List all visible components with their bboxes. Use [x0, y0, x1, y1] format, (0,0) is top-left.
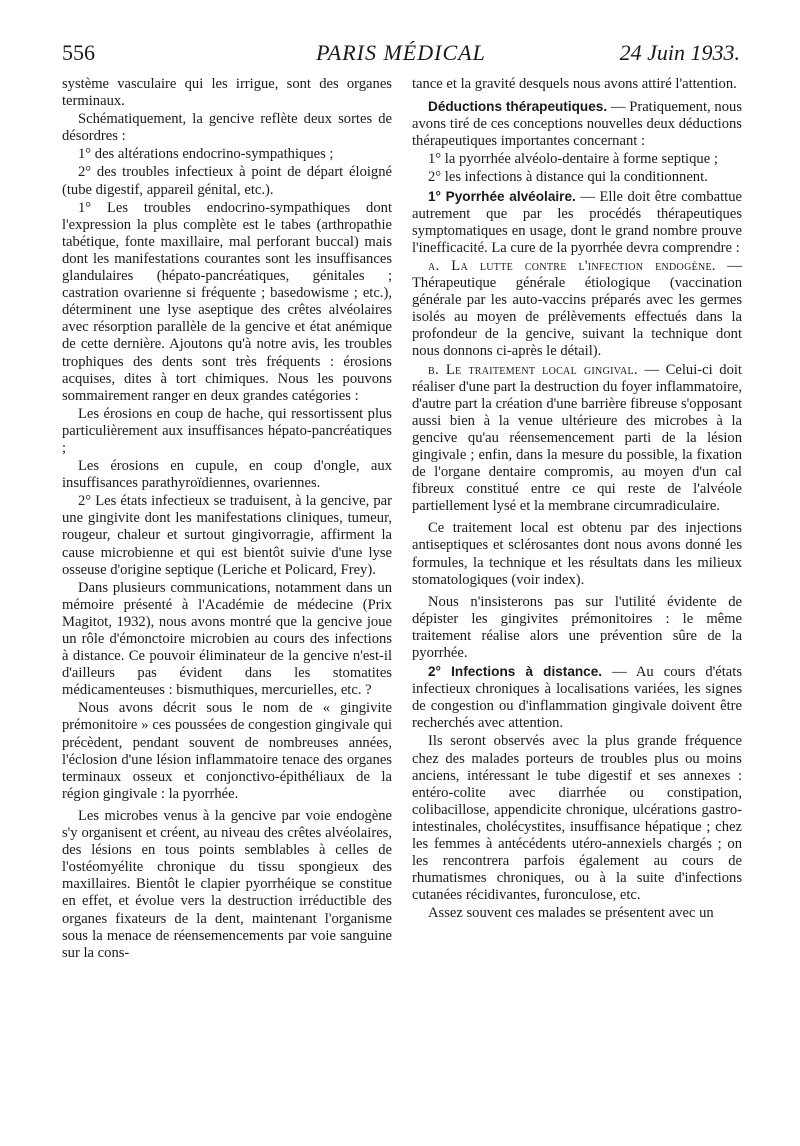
subsection-label: a. La lutte contre l'infection endogène.	[428, 257, 716, 274]
paragraph: Assez souvent ces malades se présentent avec un	[428, 905, 714, 922]
section-heading: 1° Pyorrhée alvéolaire.	[428, 188, 576, 204]
paragraph: Ce traitement local est obtenu par des injections antiseptiques et sclérosantes dont nous avons donné les formules, la technique et les résultats dans les milieux stomatologiques (voir index).	[412, 520, 742, 588]
subsection-paragraph	[412, 258, 742, 361]
paragraph: Schématiquement, la gencive reflète deux sortes de désordres :	[62, 111, 392, 145]
section-heading: 2° Infections à distance.	[428, 664, 603, 680]
section-paragraph	[412, 663, 742, 732]
left-column	[62, 76, 392, 963]
paragraph-text: — Thérapeutique générale étiologique (vaccination générale par les auto-vaccins préparés avec les germes isolés au moyen de prélèvements effectués dans la profondeur de la gencive, suivant la technique dont nous donnons ci-après le détail).	[412, 257, 742, 360]
paragraph: tance et la gravité desquels nous avons attiré l'attention.	[412, 76, 737, 92]
paragraph: Les érosions en cupule, en coup d'ongle, aux insuffisances parathyroïdiennes, ovariennes.	[62, 458, 392, 492]
paragraph-text: — Pratiquement, nous avons tiré de ces conceptions nouvelles deux déductions thérapeutiques importantes concernant :	[412, 99, 743, 150]
paragraph: Nous n'insisterons pas sur l'utilité évidente de dépister les gingivites prémonitoires : le même traitement réalise alors une prévention sûre de la pyorrhée.	[412, 593, 742, 661]
paragraph: système vasculaire qui les irrigue, sont des organes terminaux.	[62, 76, 392, 110]
section-paragraph	[412, 188, 742, 257]
paragraph: Nous avons décrit sous le nom de « gingivite prémonitoire » ces poussées de congestion gingivale qui précèdent, pendant souvent de nombreuses années, l'éclosion d'une lésion inflammatoire tenace des organes terminaux osseux et conjonctivo-épithéliaux de la région gingivale : la pyorrhée.	[62, 700, 392, 802]
issue-date: 24 Juin 1933.	[619, 40, 740, 65]
list-item: 1° la pyorrhée alvéolo-dentaire à forme septique ;	[428, 151, 718, 168]
paragraph: 1° Les troubles endocrino-sympathiques dont l'expression la plus complète est le tabes (arthropathie tabétique, fonte maxillaire, mal perforant buccal) mais dont les manifestations courantes sont les insuffisances glandulaires (hépato-pancréatiques, génitales ; castration ovarienne si fréquente ; basedowisme ; etc.), déterminent une lyse aseptique des crêtes alvéolaires avec résorption parallèle de la gencive et état anémique de cette dernière. Ajoutons qu'à notre avis, les troubles trophiques des dents sont très fréquents : érosions acquises, dites à tort chimiques. Nous les pouvons sommairement ranger en deux grandes catégories :	[62, 199, 392, 404]
paragraph: Ils seront observés avec la plus grande fréquence chez des malades porteurs de troubles plus ou moins anciens, intéressant le tube digestif et ses annexes : entéro-colite avec diarrhée ou constipation, colibacillose, appendicite chronique, ulcérations gastro-intestinales, cholécystites, insuffisance hépatique ; chez les femmes à antécédents utéro-annexiels chargés ; on les rencontrera parfois également au cours de rhumatismes chroniques, ou à la suite d'infections cutanées récidivantes, furonculose, etc.	[412, 733, 742, 904]
paragraph: 2° Les états infectieux se traduisent, à la gencive, par une gingivite dont les manifestations cliniques, tumeur, rougeur, chaleur et surtout gingivorragie, affirment la cause microbienne et qui est bientôt suivie d'une lyse osseuse d'origine septique (Leriche et Policard, Frey).	[62, 493, 392, 578]
paragraph: Dans plusieurs communications, notamment dans un mémoire présenté à l'Académie de médecine (Prix Magitot, 1932), nous avons montré que la gencive joue un rôle d'émonctoire microbien au cours des infections à distance. Ce pouvoir éliminateur de la gencive n'est-il d'ailleurs pas évident dans les stomatites médicamenteuses : bismuthiques, mercurielles, etc. ?	[62, 579, 392, 699]
list-item: 1° des altérations endocrino-sympathiques ;	[78, 146, 334, 163]
paragraph: Les érosions en coup de hache, qui ressortissent plus particulièrement aux insuffisances hépato-pancréatiques ;	[62, 405, 392, 456]
page-number: 556	[62, 40, 95, 65]
right-column	[412, 76, 742, 924]
paragraph-text: — Au cours d'états infectieux chroniques à localisations variées, les signes de congestion ou d'inflammation gingivale doivent être recherchés avec attention.	[412, 664, 743, 732]
section-heading: Déductions thérapeutiques.	[428, 99, 608, 115]
subsection-paragraph	[412, 362, 742, 516]
paragraph: Les microbes venus à la gencive par voie endogène s'y organisent et créent, au niveau des crêtes alvéolaires, des lésions en tous points semblables à celles de l'ostéomyélite chronique du tissu spongieux des maxillaires. Bientôt le clapier pyorrhéique se constitue en effet, et évolue vers la destruction irréductible des organes fixateurs de la dent, maintenant l'organisme sous la menace de réensemencements par voie sanguine sur la cons-	[62, 807, 392, 961]
subsection-label: b. Le traitement local gingival.	[428, 361, 638, 378]
list-item: 2° des troubles infectieux à point de départ éloigné (tube digestif, appareil génital, etc.).	[62, 164, 392, 198]
section-paragraph	[412, 98, 742, 150]
paragraph-text: — Elle doit être combattue autrement que par les procédés thérapeutiques symptomatiques en usage, dont le grand nombre prouve l'inefficacité. La cure de la pyorrhée devra comprendre :	[412, 188, 742, 256]
list-item: 2° les infections à distance qui la conditionnent.	[428, 169, 708, 186]
journal-title: PARIS MÉDICAL	[316, 40, 486, 65]
page-header	[62, 40, 740, 72]
paragraph-text: — Celui-ci doit réaliser d'une part la destruction du foyer inflammatoire, d'autre part la création d'une barrière fibreuse s'opposant aussi bien à la venue ultérieure des microbes à la gencive qu'au réensemencement parti de la lésion gingivale ; enfin, dans la mesure du possible, la fixation de l'organe dentaire compromis, au moyen d'un cal fibreux constitué entre ce qui reste de l'alvéole partiellement lysé et la membrane circumradiculaire.	[412, 361, 742, 515]
